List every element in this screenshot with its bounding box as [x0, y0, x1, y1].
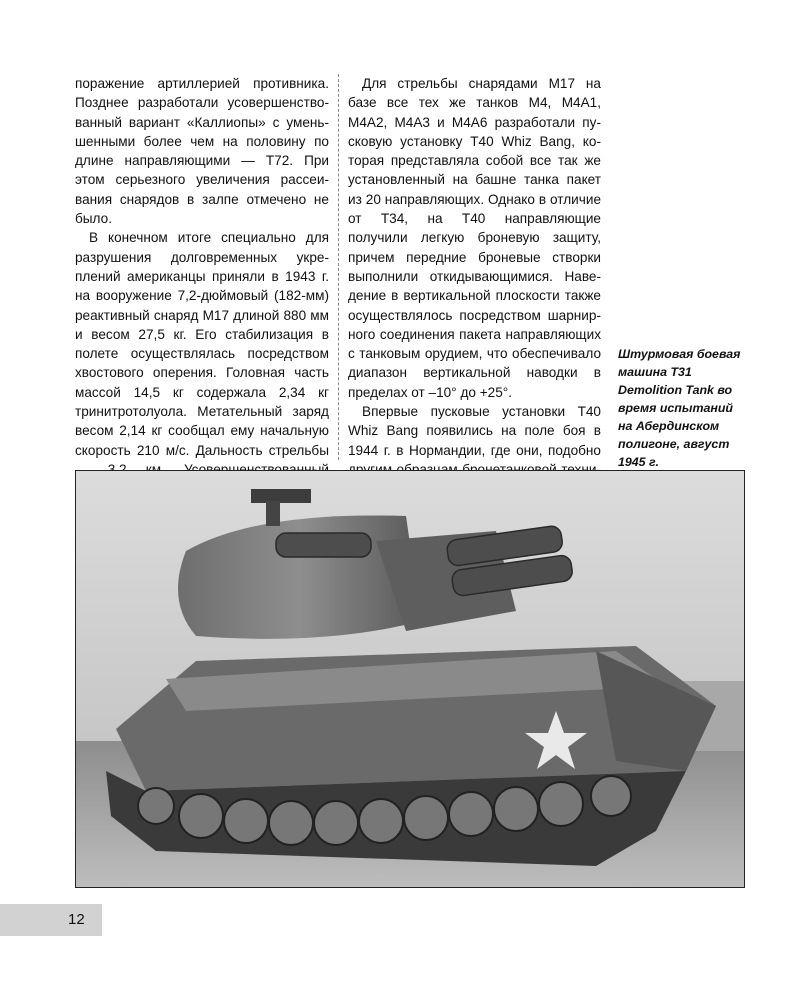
paragraph: Впервые пусковые установки Т40 Whiz Bang появились на поле боя в 1944 г. в Нормандии, где они, подобно — [348, 404, 601, 458]
page-number-tab — [0, 904, 102, 936]
tank-photo — [75, 470, 745, 888]
photo-caption: Штурмовая боевая машина Т31 Demolition Tank во время испытаний на Абердинском полигоне, август 1945 г. — [618, 347, 741, 469]
paragraph: В конечном итоге специально для разрушения долговременных укреплений американцы приняли в 1943 г. на вооружение 7,2-дюймовый (182-мм) реактивный снаряд М17 длиной 880 мм и весом 27,5 кг. Его стабилизация в полете осуществлялась посредством хвостового оперения. Головная часть массой 14,5 кг содержала 2,34 кг тринитротолуола. Метательный заряд весом 2,14 кг сообщал ему начальную скорость 210 м/с. Дальность стрельбы — [75, 230, 329, 458]
page-number: 12 — [68, 911, 85, 928]
paragraph: Для стрельбы снарядами М17 на базе все тех же танков М4, М4А1, М4А2, М4А3 и М4А6 разработали пусковую установку Т40 Whiz Bang, которая представляла собой все так же установленный на башне танка пакет из 20 направляющих. Однако в отличие от Т34, на Т40 направляющие получили легкую броневую защиту, причем передние броневые створки выполнили откидывающимися. Наведение в вертикальной плоскости также осуществлялось посредством шарнирного соединения пакета направляющих с танковым орудием, что обеспечивало диапазон вертикальной наводки в пределах от –10° до +25°. — [348, 76, 601, 400]
column-divider — [338, 74, 339, 460]
text-column-left — [75, 74, 329, 518]
tank-illustration — [76, 471, 744, 887]
paragraph: поражение артиллерией противника. Позднее разработали усовершенствованный вариант «Каллиопы» с уменьшенными более чем на половину по длине направляющими — Т72. При этом серьезного увеличения рассеивания снарядов в залпе отмечено не было. — [75, 76, 329, 227]
